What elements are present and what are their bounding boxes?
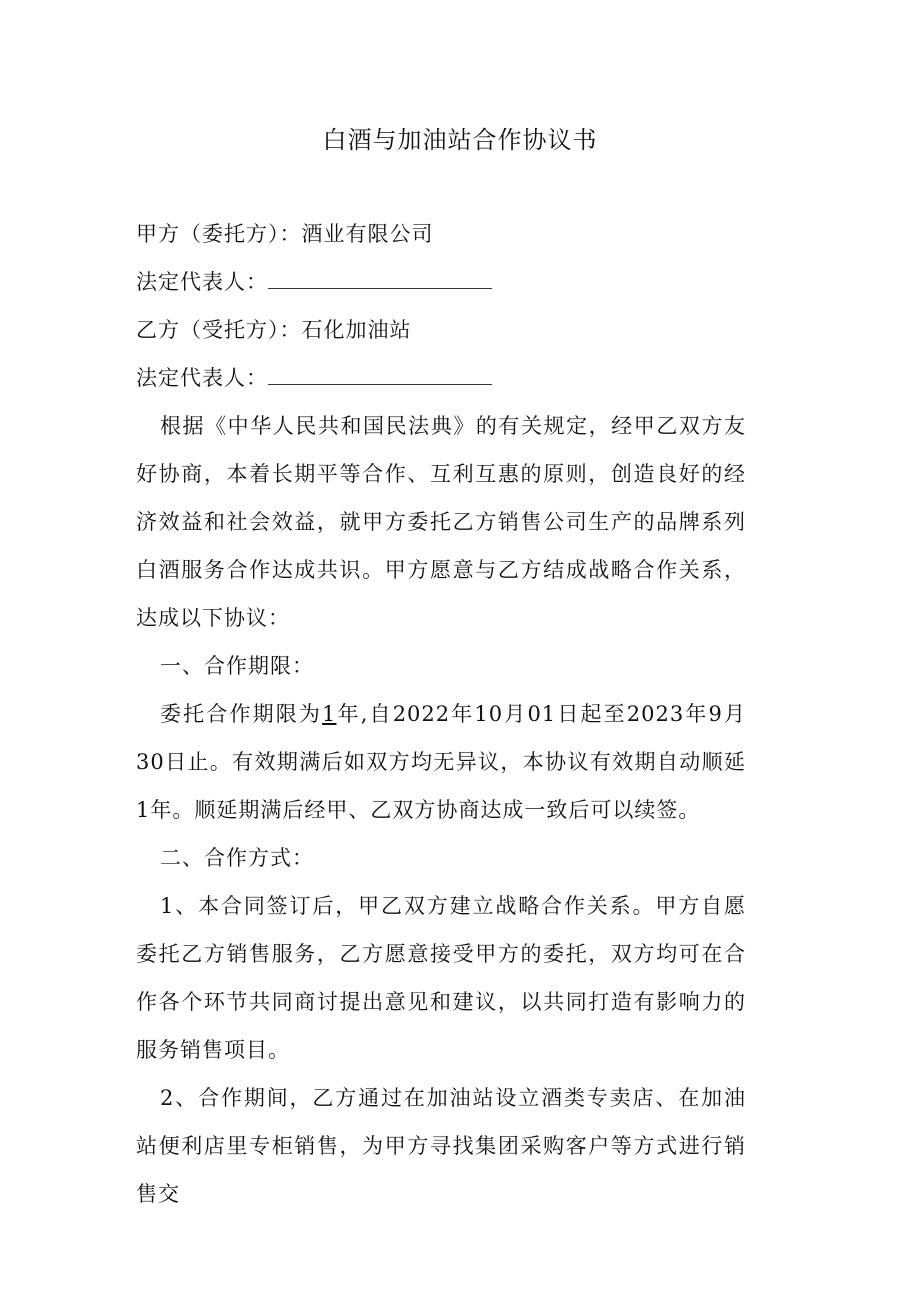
section-2-heading: 二、合作方式： <box>160 846 314 870</box>
party-a-name: 酒业有限公司 <box>301 222 434 246</box>
section-1-paragraph <box>136 690 746 834</box>
section-1-heading: 一、合作期限： <box>160 654 314 678</box>
term-years-value: 1 <box>322 702 337 726</box>
party-a-rep-line <box>136 258 746 306</box>
party-a-line <box>136 210 746 258</box>
section-2-item-2: 2、合作期间，乙方通过在加油站设立酒类专卖店、在加油站便利店里专柜销售，为甲方寻找集团采购客户等方式进行销售交 <box>136 1086 746 1206</box>
party-a-label: 甲方（委托方）： <box>136 222 302 246</box>
document-body <box>136 210 746 1218</box>
intro-paragraph: 根据《中华人民共和国民法典》的有关规定，经甲乙双方友好协商，本着长期平等合作、互利互惠的原则，创造良好的经济效益和社会效益，就甲方委托乙方销售公司生产的品牌系列白酒服务合作达成共识。甲方愿意与乙方结成战略合作关系，达成以下协议： <box>136 414 746 630</box>
party-b-rep-label: 法定代表人： <box>136 366 268 390</box>
document-title: 白酒与加油站合作协议书 <box>322 126 598 154</box>
party-a-rep-label: 法定代表人： <box>136 270 268 294</box>
party-b-name: 石化加油站 <box>301 318 412 342</box>
section-1-text-before: 委托合作期限为 <box>160 702 323 726</box>
party-b-rep-blank <box>268 362 492 385</box>
party-b-rep-line <box>136 354 746 402</box>
party-a-rep-blank <box>268 266 492 289</box>
party-b-line <box>136 306 746 354</box>
section-1-text-after: 年,自2022年10月01日起至2023年9月30日止。有效期满后如双方均无异议，本协议有效期自动顺延1年。顺延期满后经甲、乙双方协商达成一致后可以续签。 <box>136 702 747 822</box>
section-2-item-1: 1、本合同签订后，甲乙双方建立战略合作关系。甲方自愿委托乙方销售服务，乙方愿意接受甲方的委托，双方均可在合作各个环节共同商讨提出意见和建议，以共同打造有影响力的服务销售项目。 <box>136 894 746 1062</box>
party-b-label: 乙方（受托方）： <box>136 318 302 342</box>
